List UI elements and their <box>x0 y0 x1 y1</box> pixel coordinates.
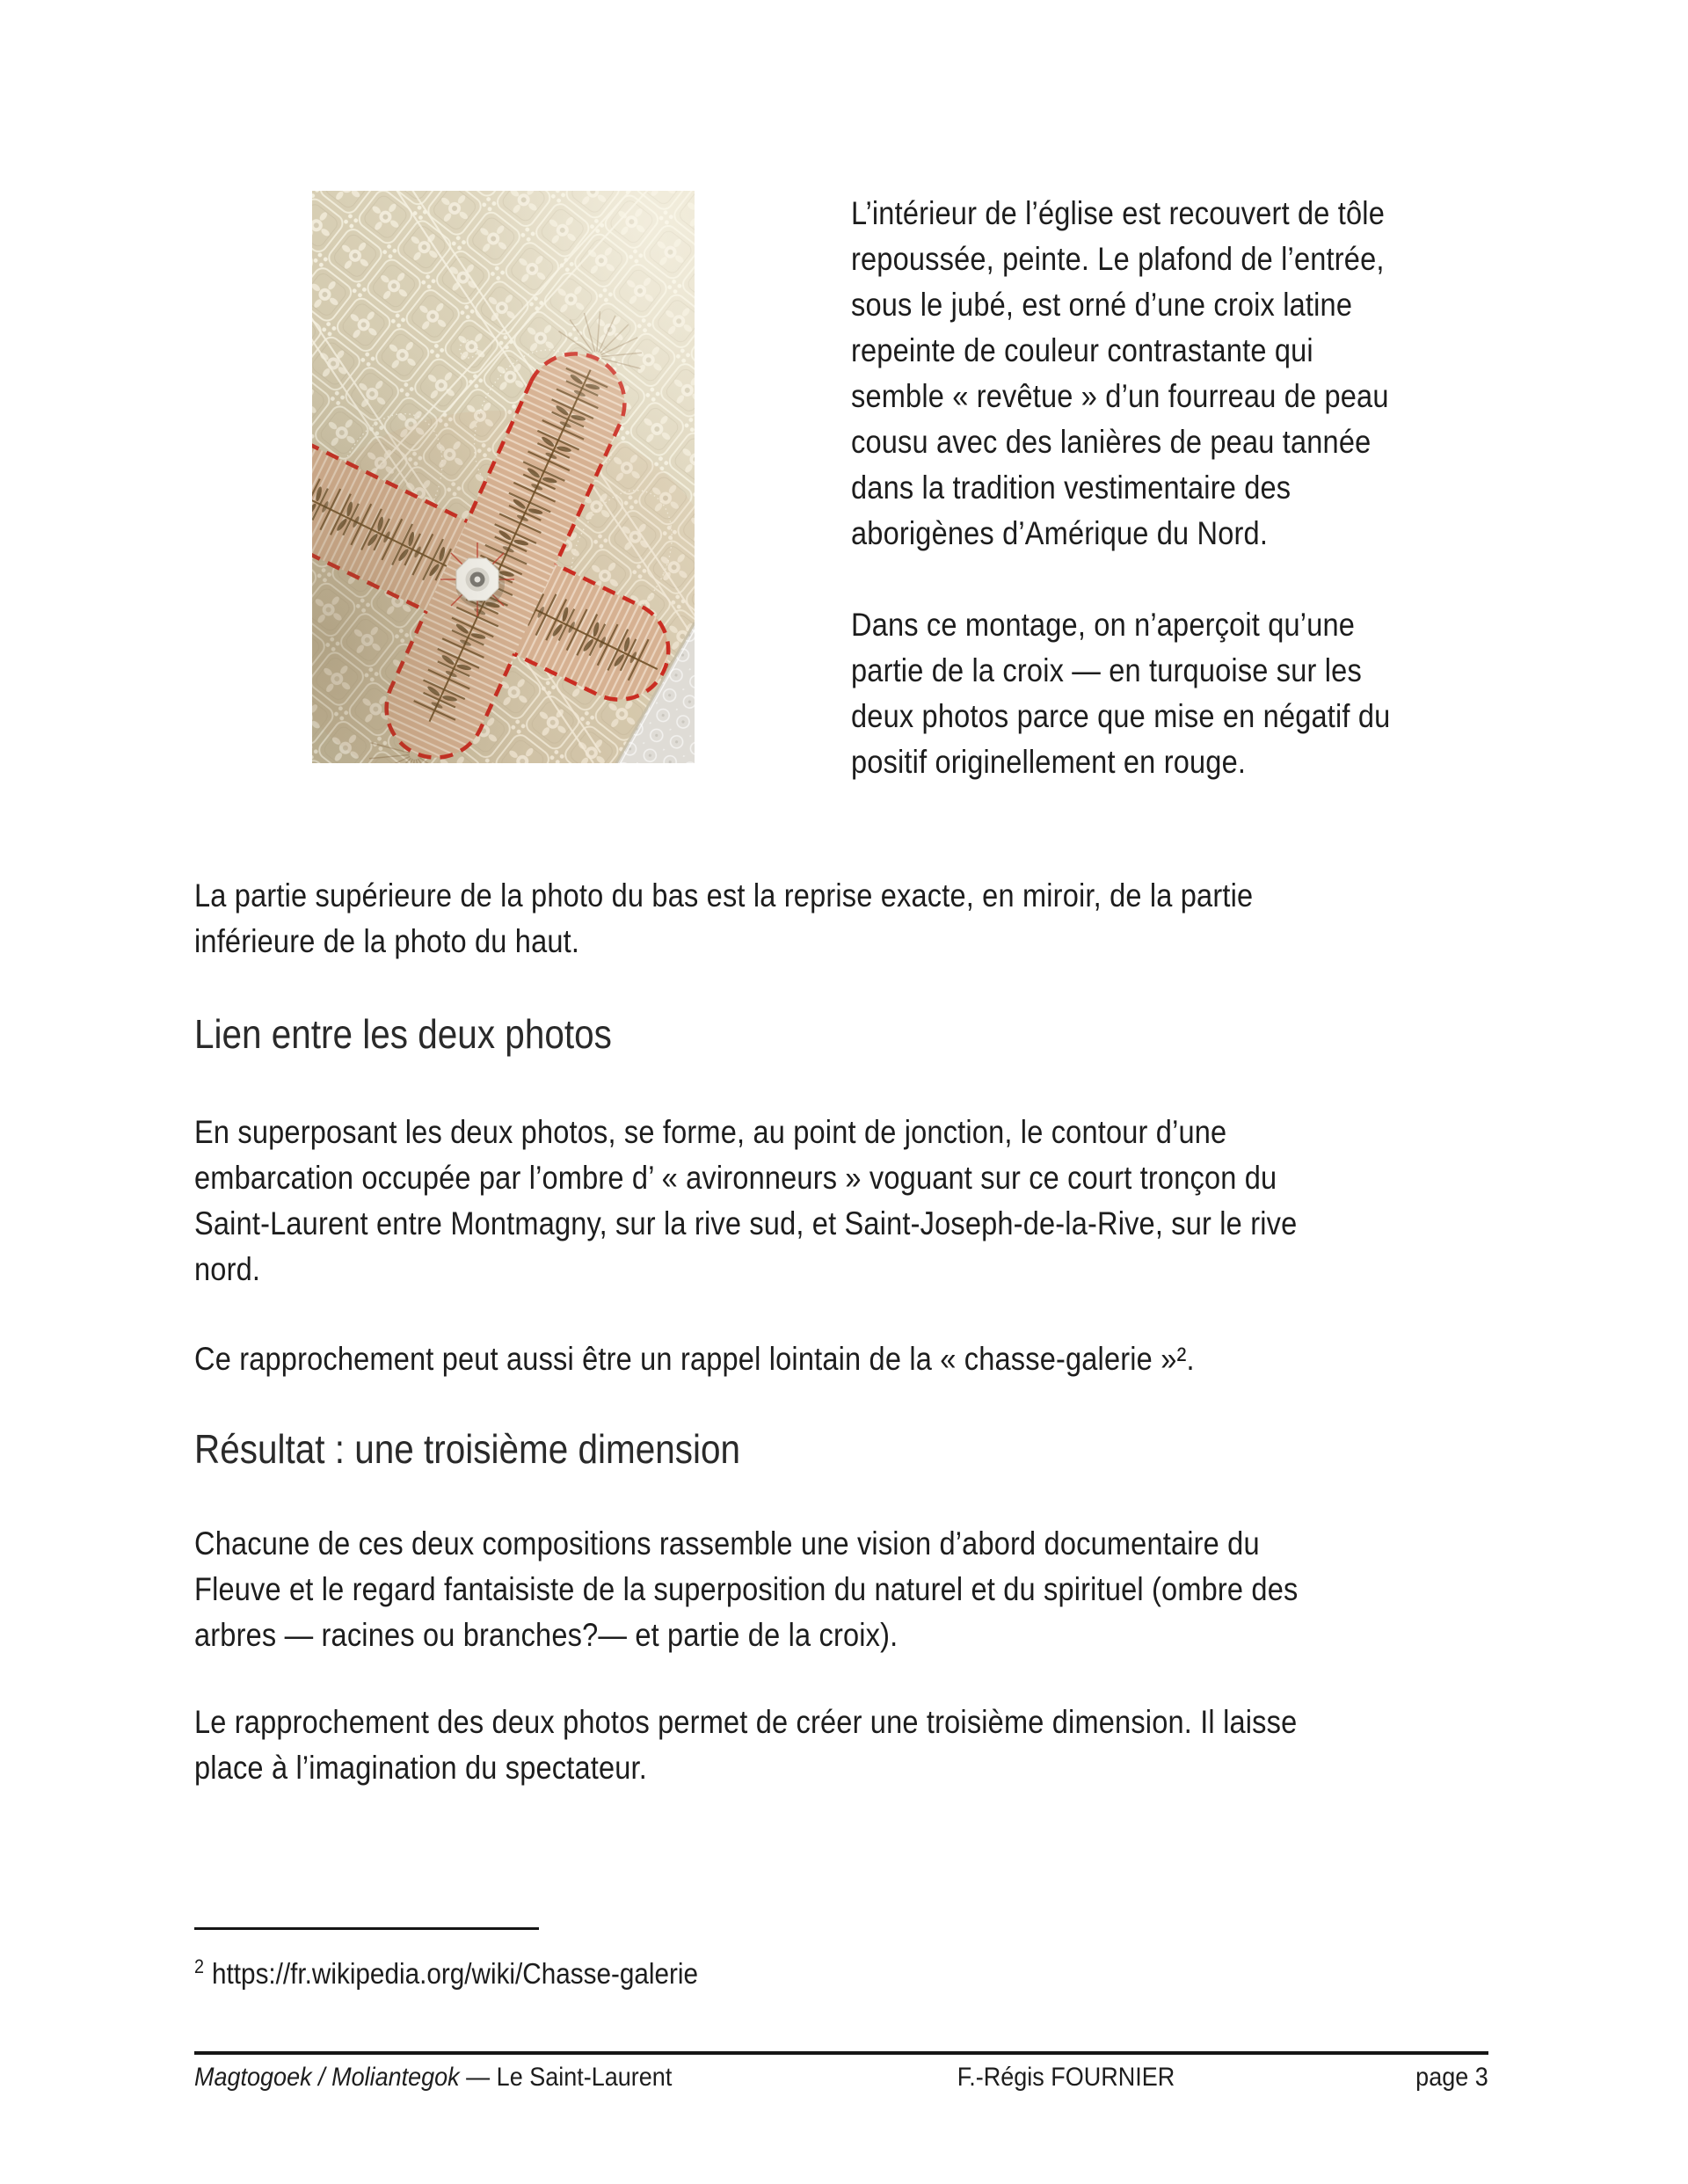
text-line: Le rapprochement des deux photos permet de créer une troisième dimension. Il laisse <box>194 1704 1298 1740</box>
section-heading-resultat: Résultat : une troisième dimension <box>194 1426 741 1472</box>
page-number: page 3 <box>1415 2063 1488 2092</box>
text-line: nord. <box>194 1251 261 1287</box>
text-line: En superposant les deux photos, se forme, au point de jonction, le contour d’une <box>194 1114 1227 1150</box>
text-line: inférieure de la photo du haut. <box>194 923 580 959</box>
footnote-url: https://fr.wikipedia.org/wiki/Chasse-galerie <box>212 1957 699 1990</box>
text-line: Saint-Laurent entre Montmagny, sur la rive sud, et Saint-Joseph-de-la-Rive, sur le rive <box>194 1205 1298 1241</box>
footer-author: F.-Régis FOURNIER <box>957 2063 1175 2092</box>
text-line: sous le jubé, est orné d’une croix latine <box>851 287 1353 323</box>
text-line: cousu avec des lanières de peau tannée <box>851 424 1372 460</box>
footer-subtitle: — Le Saint-Laurent <box>459 2063 673 2092</box>
photo-side-text <box>851 191 1464 785</box>
paragraph <box>194 873 1398 965</box>
text-line: deux photos parce que mise en négatif du <box>851 698 1391 734</box>
ceiling-cross-photo <box>312 191 695 763</box>
footnote-marker: 2 <box>194 1955 205 1977</box>
footer-rule <box>194 2051 1488 2055</box>
paragraph <box>194 1700 1447 1791</box>
footnote <box>194 1947 698 1994</box>
page-footer <box>194 2059 1488 2096</box>
text-line: dans la tradition vestimentaire des <box>851 470 1291 506</box>
ceiling-photo-graphic <box>312 191 695 763</box>
text-line: repoussée, peinte. Le plafond de l’entrée, <box>851 241 1385 277</box>
paragraph <box>851 191 1464 557</box>
text-line: Ce rapprochement peut aussi être un rappel lointain de la « chasse-galerie »². <box>194 1341 1195 1377</box>
paragraph <box>194 1110 1447 1292</box>
text-line: Chacune de ces deux compositions rassemble une vision d’abord documentaire du <box>194 1525 1260 1562</box>
text-line: place à l’imagination du spectateur. <box>194 1750 647 1786</box>
text-line: semble « revêtue » d’un fourreau de peau <box>851 378 1389 414</box>
text-line: La partie supérieure de la photo du bas est la reprise exacte, en miroir, de la partie <box>194 877 1254 914</box>
text-line: Dans ce montage, on n’aperçoit qu’une <box>851 607 1356 643</box>
text-line: repeinte de couleur contrastante qui <box>851 332 1313 368</box>
text-line: aborigènes d’Amérique du Nord. <box>851 515 1269 551</box>
text-line: partie de la croix — en turquoise sur les <box>851 652 1362 688</box>
text-line: L’intérieur de l’église est recouvert de tôle <box>851 195 1386 231</box>
section-heading-lien: Lien entre les deux photos <box>194 1011 612 1057</box>
footer-left <box>194 2059 672 2096</box>
paragraph <box>194 1521 1449 1658</box>
footnote-separator <box>194 1927 539 1930</box>
paragraph <box>851 602 1464 785</box>
text-line: positif originellement en rouge. <box>851 744 1247 780</box>
paragraph <box>194 1336 1331 1382</box>
text-line: arbres — racines ou branches?— et partie de la croix). <box>194 1617 899 1653</box>
text-line: Fleuve et le regard fantaisiste de la superposition du naturel et du spirituel (ombre des <box>194 1571 1299 1607</box>
text-line: embarcation occupée par l’ombre d’ « avironneurs » voguant sur ce court tronçon du <box>194 1160 1277 1196</box>
footer-work-title: Magtogoek / Moliantegok <box>194 2063 460 2092</box>
